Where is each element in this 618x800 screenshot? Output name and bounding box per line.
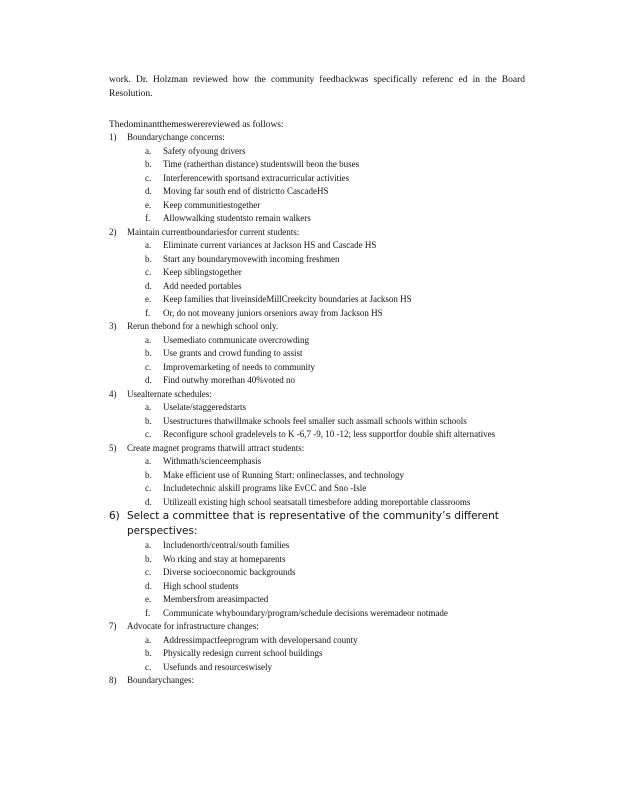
item-number: 1) xyxy=(109,132,117,142)
item-number: 7) xyxy=(109,621,117,631)
sub-list xyxy=(109,539,529,620)
item-title: Create magnet programs thatwill attract students: xyxy=(127,442,305,453)
sub-item xyxy=(109,455,529,469)
sub-item-text: Start any boundarymovewith incoming freshmen xyxy=(163,253,340,264)
sub-item-text: Or, do not moveany juniors orseniors away from Jackson HS xyxy=(163,307,383,318)
sub-item-text: Time (ratherthan distance) studentswill beon the buses xyxy=(163,159,360,169)
sub-item-text: Addressimpactfeeprogram with developersand county xyxy=(163,634,358,645)
sub-item-text: Communicate whyboundary/program/schedule decisions weremadeor notmade xyxy=(163,607,448,618)
sub-item-text: High school students xyxy=(163,580,239,591)
intro-paragraph: work. Dr. Holzman reviewed how the community feedbackwas specifically referenc ed in the Board Resolution. xyxy=(109,75,525,99)
sub-item-letter: c. xyxy=(145,429,152,439)
sub-item xyxy=(109,212,529,226)
sub-item-letter: d. xyxy=(145,375,152,385)
sub-item-text: Includetechnic alskill programs like EvCC and Sno -Isle xyxy=(163,483,367,493)
item-title: Boundarychanges: xyxy=(127,675,194,685)
sub-item xyxy=(109,661,529,675)
sub-item xyxy=(109,553,529,567)
sub-item-text: Uselate/staggeredstarts xyxy=(163,402,246,412)
item-number: 5) xyxy=(109,442,117,453)
sub-item-letter: e. xyxy=(145,294,152,304)
sub-item-text: Eliminate current variances at Jackson HS and Cascade HS xyxy=(163,240,377,250)
themes-list xyxy=(109,131,529,688)
sub-item-letter: b. xyxy=(145,348,152,358)
sub-item-text: Membersfrom areasimpacted xyxy=(163,594,269,604)
sub-item-letter: a. xyxy=(145,240,152,250)
sub-item xyxy=(109,580,529,594)
list-item xyxy=(109,509,529,539)
sub-item-text: Withmath/scienceemphasis xyxy=(163,456,262,466)
sub-item-letter: d. xyxy=(145,496,152,507)
sub-item-letter: a. xyxy=(145,402,152,412)
sub-item xyxy=(109,307,529,321)
sub-item-text: Diverse socioeconomic backgrounds xyxy=(163,567,296,577)
sub-item-letter: b. xyxy=(145,553,152,564)
sub-item-letter: f. xyxy=(145,307,151,318)
sub-item-letter: b. xyxy=(145,415,152,426)
sub-item-text: Usestructures thatwillmake schools feel smaller such assmall schools within schools xyxy=(163,415,467,426)
sub-item-letter: a. xyxy=(145,540,152,550)
list-item xyxy=(109,674,529,688)
list-item xyxy=(109,442,529,456)
sub-item-letter: d. xyxy=(145,186,152,196)
sub-item xyxy=(109,566,529,580)
sub-item-letter: c. xyxy=(145,361,152,372)
list-item xyxy=(109,226,529,240)
item-title: Select a committee that is representative of the community’s different perspectives: xyxy=(127,510,499,537)
item-number: 3) xyxy=(109,321,117,331)
sub-item-letter: a. xyxy=(145,456,152,466)
item-title: Boundarychange concerns: xyxy=(127,132,225,142)
sub-item xyxy=(109,158,529,172)
sub-item xyxy=(109,347,529,361)
sub-list xyxy=(109,634,529,675)
list-item xyxy=(109,320,529,334)
sub-item-letter: d. xyxy=(145,280,152,291)
sub-item xyxy=(109,607,529,621)
item-title: Rerun thebond for a newhigh school only. xyxy=(127,321,279,331)
sub-item xyxy=(109,266,529,280)
sub-item-text: Safety ofyoung drivers xyxy=(163,145,246,156)
sub-item-text: Usefunds and resourceswisely xyxy=(163,661,272,672)
sub-item xyxy=(109,647,529,661)
sub-item xyxy=(109,172,529,186)
sub-item xyxy=(109,199,529,213)
sub-item-text: Use grants and crowd funding to assist xyxy=(163,348,303,358)
sub-list xyxy=(109,239,529,320)
item-title: Advocate for infrastructure changes: xyxy=(127,621,259,631)
themes-heading: Thedominantthemeswerereviewed as follows: xyxy=(109,120,284,130)
sub-item xyxy=(109,469,529,483)
item-number: 4) xyxy=(109,388,117,399)
list-item xyxy=(109,620,529,634)
sub-item xyxy=(109,496,529,510)
sub-list xyxy=(109,401,529,442)
list-item xyxy=(109,388,529,402)
sub-item-letter: f. xyxy=(145,213,151,223)
sub-item-letter: f. xyxy=(145,607,151,618)
sub-item xyxy=(109,401,529,415)
sub-item-letter: b. xyxy=(145,648,152,658)
sub-item-letter: d. xyxy=(145,580,152,591)
sub-item xyxy=(109,293,529,307)
list-item xyxy=(109,131,529,145)
sub-list xyxy=(109,455,529,509)
item-number: 8) xyxy=(109,675,117,685)
sub-item xyxy=(109,634,529,648)
sub-item xyxy=(109,593,529,607)
sub-item-letter: c. xyxy=(145,661,152,672)
sub-item-text: Allowwalking studentsto remain walkers xyxy=(163,213,311,223)
sub-item xyxy=(109,428,529,442)
sub-list xyxy=(109,145,529,226)
sub-item-letter: e. xyxy=(145,199,152,210)
sub-item-text: Improvemarketing of needs to community xyxy=(163,361,315,372)
sub-item-text: Reconfigure school gradelevels to K -6,7 -9, 10 -12; less supportfor double shift alternatives xyxy=(163,429,496,439)
sub-item xyxy=(109,280,529,294)
item-title: Usealternate schedules: xyxy=(127,388,212,399)
sub-item-text: Find outwhy morethan 40%voted no xyxy=(163,375,295,385)
sub-item-letter: b. xyxy=(145,253,152,264)
item-title: Maintain currentboundariesfor current students: xyxy=(127,226,300,237)
sub-item-text: Keep siblingstogether xyxy=(163,267,242,277)
sub-item-letter: a. xyxy=(145,634,152,645)
sub-item-letter: e. xyxy=(145,594,152,604)
sub-item xyxy=(109,482,529,496)
sub-item-text: Keep families that liveinsideMillCreekcity boundaries at Jackson HS xyxy=(163,294,412,304)
sub-item-text: Add needed portables xyxy=(163,280,242,291)
sub-item-letter: b. xyxy=(145,159,152,169)
sub-item-letter: b. xyxy=(145,469,152,480)
sub-item-text: Physically redesign current school buildings xyxy=(163,648,323,658)
sub-item xyxy=(109,145,529,159)
sub-list xyxy=(109,334,529,388)
sub-item-letter: c. xyxy=(145,567,152,577)
sub-item-text: Wo rking and stay at homeparents xyxy=(163,553,286,564)
sub-item-text: Keep communitiestogether xyxy=(163,199,261,210)
item-number: 2) xyxy=(109,226,117,237)
sub-item-letter: c. xyxy=(145,267,152,277)
sub-item-text: Includenorth/central/south families xyxy=(163,540,290,550)
sub-item-letter: c. xyxy=(145,483,152,493)
sub-item xyxy=(109,253,529,267)
sub-item xyxy=(109,239,529,253)
item-number: 6) xyxy=(109,510,120,522)
sub-item-letter: c. xyxy=(145,172,152,183)
sub-item xyxy=(109,374,529,388)
sub-item-text: Moving far south end of districtto CascadeHS xyxy=(163,186,329,196)
sub-item-letter: a. xyxy=(145,334,152,345)
sub-item-letter: a. xyxy=(145,145,152,156)
sub-item-text: Usemediato communicate overcrowding xyxy=(163,334,309,345)
sub-item xyxy=(109,185,529,199)
sub-item-text: Interferencewith sportsand extracurricular activities xyxy=(163,172,350,183)
sub-item xyxy=(109,334,529,348)
sub-item xyxy=(109,539,529,553)
sub-item-text: Make efficient use of Running Start: onlineclasses, and technology xyxy=(163,469,405,480)
sub-item xyxy=(109,361,529,375)
sub-item xyxy=(109,415,529,429)
sub-item-text: Utilizeall existing high school seatsatall timesbefore adding moreportable classrooms xyxy=(163,496,471,507)
